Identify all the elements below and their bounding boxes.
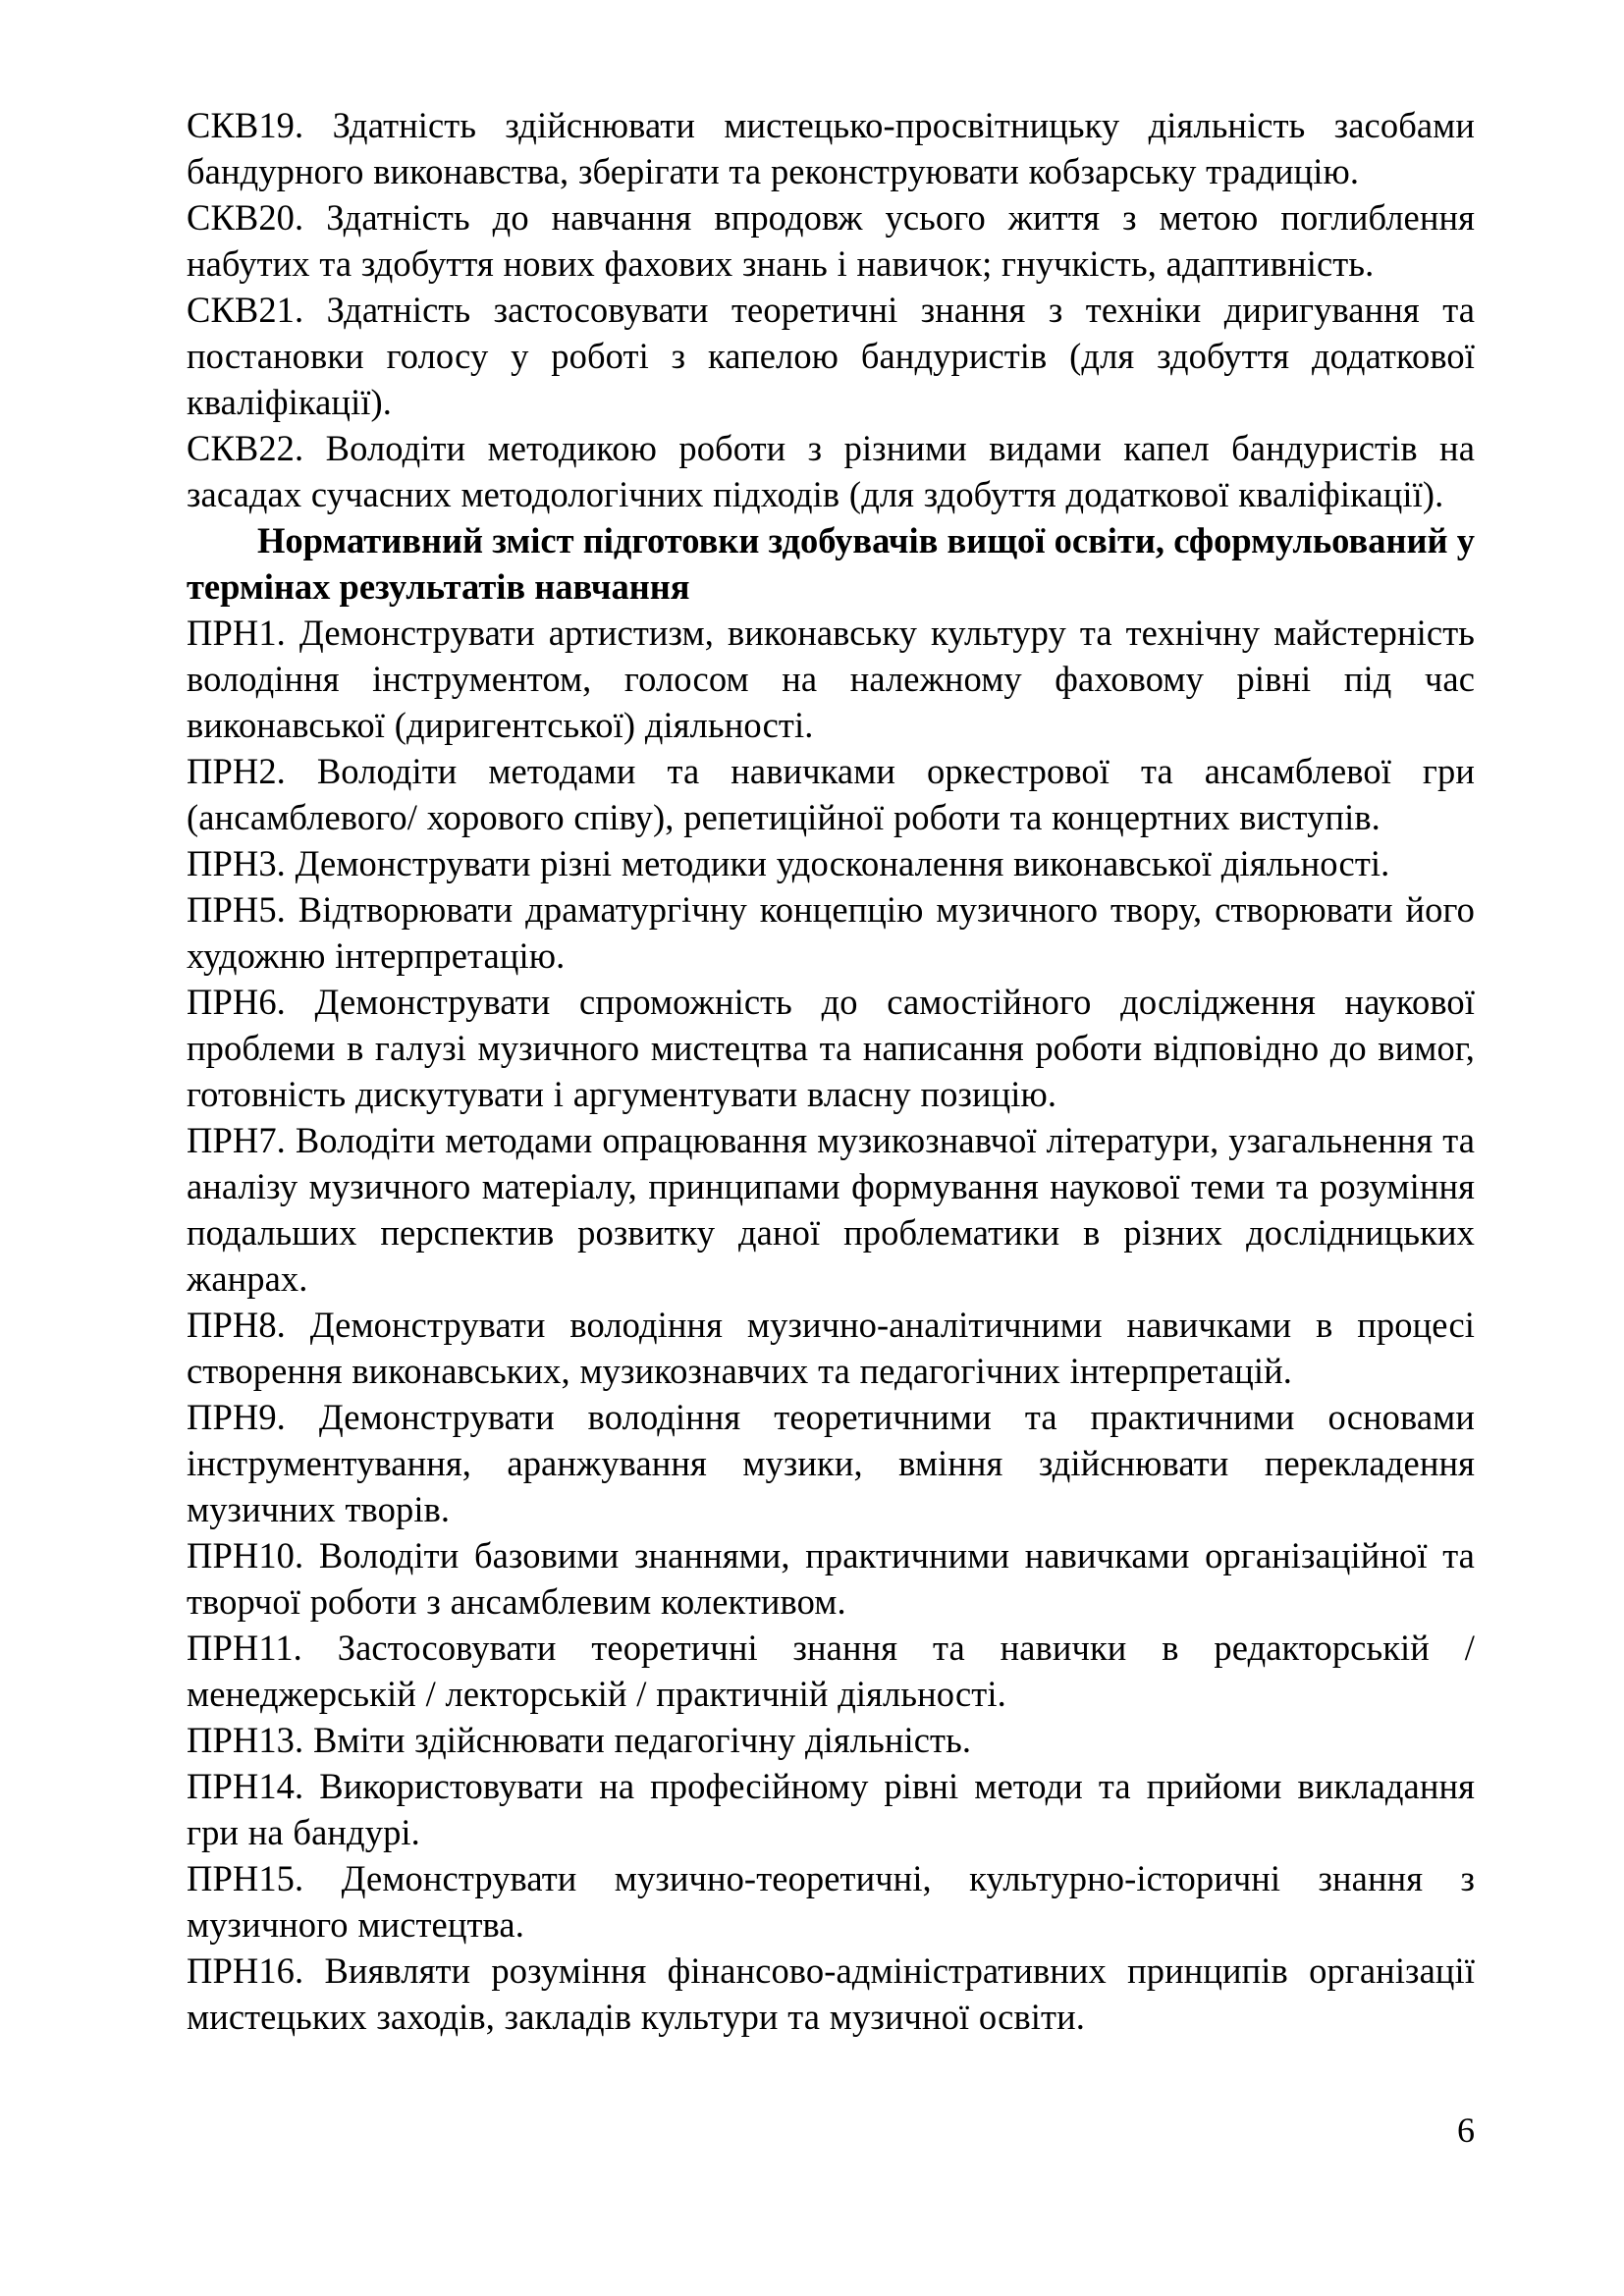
learning-outcome-prn9: ПРН9. Демонструвати володіння теоретичними та практичними основами інструментування, аранжування музики, вміння здійснювати перекладення музичних творів. [187, 1397, 1475, 1529]
learning-outcome-prn1: ПРН1. Демонструвати артистизм, виконавську культуру та технічну майстерність володіння інструментом, голосом на належному фаховому рівні під час виконавської (диригентської) діяльності. [187, 613, 1475, 745]
learning-outcome-prn15: ПРН15. Демонструвати музично-теоретичні, культурно-історичні знання з музичного мистецтва. [187, 1858, 1475, 1945]
learning-outcome-prn2: ПРН2. Володіти методами та навичками оркестрової та ансамблевої гри (ансамблевого/ хорового співу), репетиційної роботи та концертних виступів. [187, 751, 1475, 837]
section-heading: Нормативний зміст підготовки здобувачів вищої освіти, сформульований у термінах результатів навчання [187, 520, 1475, 607]
learning-outcome-prn3: ПРН3. Демонструвати різні методики удосконалення виконавської діяльності. [187, 843, 1390, 883]
learning-outcome-prn8: ПРН8. Демонструвати володіння музично-аналітичними навичками в процесі створення виконавських, музикознавчих та педагогічних інтерпретацій. [187, 1305, 1475, 1391]
competency-item-skv22: СКВ22. Володіти методикою роботи з різними видами капел бандуристів на засадах сучасних методологічних підходів (для здобуття додаткової кваліфікації). [187, 428, 1475, 514]
competency-item-skv19: СКВ19. Здатність здійснювати мистецько-просвітницьку діяльність засобами бандурного виконавства, зберігати та реконструювати кобзарську традицію. [187, 105, 1475, 191]
page-number: 6 [1457, 2110, 1475, 2150]
learning-outcome-prn5: ПРН5. Відтворювати драматургічну концепцію музичного твору, створювати його художню інтерпретацію. [187, 889, 1475, 976]
learning-outcome-prn16: ПРН16. Виявляти розуміння фінансово-адміністративних принципів організації мистецьких заходів, закладів культури та музичної освіти. [187, 1950, 1475, 2037]
learning-outcome-prn10: ПРН10. Володіти базовими знаннями, практичними навичками організаційної та творчої роботи з ансамблевим колективом. [187, 1535, 1475, 1622]
learning-outcome-prn11: ПРН11. Застосовувати теоретичні знання та навички в редакторській / менеджерській / лекторській / практичній діяльності. [187, 1628, 1475, 1714]
competency-item-skv21: СКВ21. Здатність застосовувати теоретичні знання з техніки диригування та постановки голосу у роботі з капелою бандуристів (для здобуття додаткової кваліфікації). [187, 290, 1475, 422]
learning-outcome-prn7: ПРН7. Володіти методами опрацювання музикознавчої літератури, узагальнення та аналізу музичного матеріалу, принципами формування наукової теми та розуміння подальших перспектив розвитку даної проблематики в різних дослідницьких жанрах. [187, 1120, 1475, 1299]
learning-outcome-prn13: ПРН13. Вміти здійснювати педагогічну діяльність. [187, 1720, 972, 1760]
learning-outcome-prn6: ПРН6. Демонструвати спроможність до самостійного дослідження наукової проблеми в галузі музичного мистецтва та написання роботи відповідно до вимог, готовність дискутувати і аргументувати власну позицію. [187, 982, 1475, 1114]
learning-outcome-prn14: ПРН14. Використовувати на професійному рівні методи та прийоми викладання гри на бандурі. [187, 1766, 1475, 1852]
competency-item-skv20: СКВ20. Здатність до навчання впродовж усього життя з метою поглиблення набутих та здобуття нових фахових знань і навичок; гнучкість, адаптивність. [187, 197, 1475, 284]
page-body [187, 102, 1475, 2040]
